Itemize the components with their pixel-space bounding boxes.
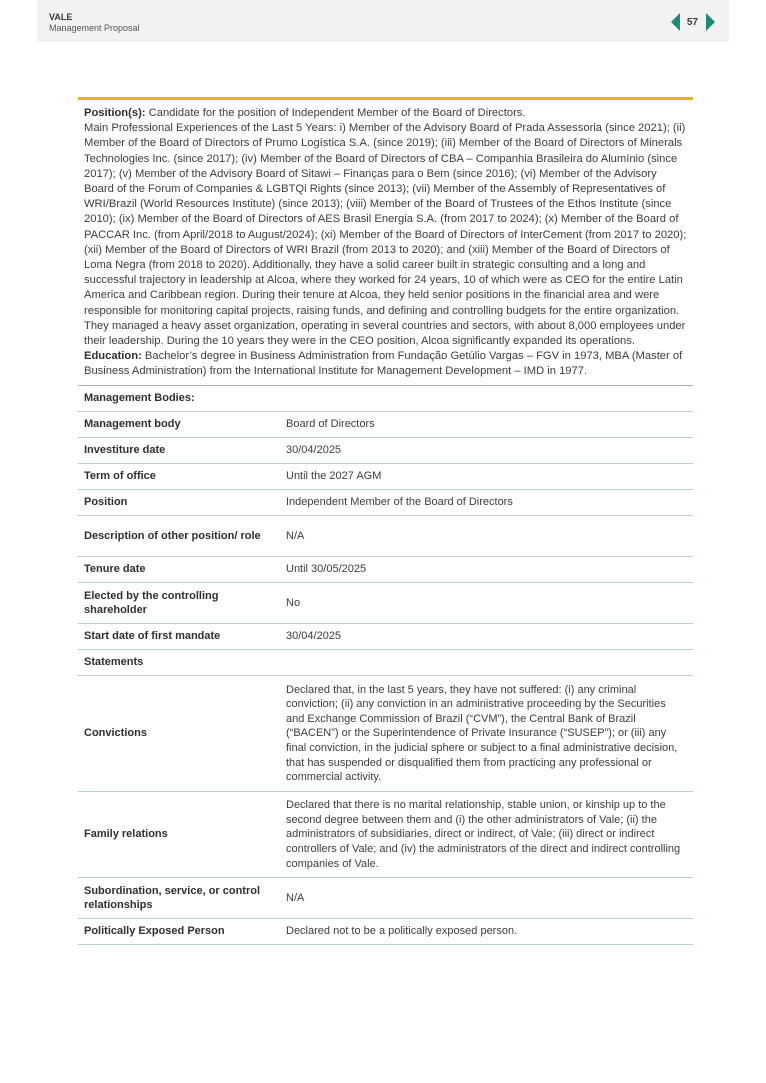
education-text: Bachelor’s degree in Business Administration from Fundação Getúlio Vargas – FGV in 1973, MBA (Master of Business Administration) from the International Institute for Management Development – IMD in 1977. <box>84 350 683 378</box>
row-label: Tenure date <box>78 557 280 583</box>
row-value: 30/04/2025 <box>280 438 693 464</box>
row-label: Convictions <box>78 676 280 792</box>
previous-page-icon[interactable] <box>671 13 680 31</box>
table-row <box>78 676 693 792</box>
education-label: Education: <box>84 350 142 363</box>
row-label: Position <box>78 490 280 516</box>
row-value: 30/04/2025 <box>280 624 693 650</box>
page-number: 57 <box>686 16 698 28</box>
row-label: Subordination, service, or control relationships <box>78 878 280 919</box>
row-label: Description of other position/ role <box>78 516 280 557</box>
candidate-profile <box>78 97 693 945</box>
table-row <box>78 516 693 557</box>
row-value: Until 30/05/2025 <box>280 557 693 583</box>
row-label: Start date of first mandate <box>78 624 280 650</box>
table-row <box>78 557 693 583</box>
row-label: Politically Exposed Person <box>78 919 280 945</box>
brand-block <box>49 12 140 34</box>
management-table <box>78 386 693 946</box>
table-row <box>78 464 693 490</box>
page-header <box>37 0 729 42</box>
row-label: Term of office <box>78 464 280 490</box>
row-value: Board of Directors <box>280 412 693 438</box>
position-label: Position(s): <box>84 107 146 119</box>
row-label: Elected by the controlling shareholder <box>78 583 280 624</box>
row-value: Until the 2027 AGM <box>280 464 693 490</box>
table-row <box>78 438 693 464</box>
row-label: Family relations <box>78 792 280 878</box>
row-label: Investiture date <box>78 438 280 464</box>
table-section-row <box>78 650 693 676</box>
experience-text: Main Professional Experiences of the Last 5 Years: i) Member of the Advisory Board of Prada Assessoria (since 2021); (ii) Member of the Board of Directors of Prumo Logística S.A. (since 2019); (iii) Member of the Board of Directors of Minerals Technologies Inc. (since 2017); (iv) Member of the Board of Directors of CBA – Companhia Brasileira do Alumínio (since 2017); (v) Member of the Advisory Board of Sitawi – Finanças para o Bem (since 2016); (vi) Member of the Advisory Board of the Forum of Companies & LGBTQi Rights (since 2013); (vii) Member of the Assembly of Representatives of WRI/Brazil (World Resources Institute) (since 2013); (viii) Member of the Board of Trustees of the Ethos Institute (since 2010); (ix) Member of the Board of Directors of AES Brasil Energia S.A. (from 2017 to 2024); (x) Member of the Board of PACCAR Inc. (from April/2018 to August/2024); (xi) Member of the Board of Directors of InterCement (from 2017 to 2020); (xii) Member of the Board of Directors of WRI Brazil (from 2013 to 2020); and (xiii) Member of the Board of Directors of Loma Negra (from 2018 to 2020). Additionally, they have a solid career built in strategic consulting and a long and successful trajectory in leadership at Alcoa, where they worked for 24 years, 10 of which were as CEO for the entire Latin America and Caribbean region. During their tenure at Alcoa, they held senior positions in the financial area and were responsible for monitoring capital projects, raising funds, and defining and controlling budgets for the entire organization. They managed a heavy asset organization, operating in several countries and sectors, with about 8,000 employees under their leadership. During the 10 years they were in the CEO position, Alcoa significantly expanded its operations. <box>84 122 687 348</box>
education-line <box>84 349 687 379</box>
row-value: Declared that there is no marital relationship, stable union, or kinship up to the second degree between them and (i) the other administrators of Vale; (ii) the administrators of subsidiaries, direct or indirect, of Vale; (iii) direct or indirect controllers of Vale; and (iv) the administrators of the direct and indirect controlling companies of Vale. <box>280 792 693 878</box>
brand-name: VALE <box>49 12 73 22</box>
table-row <box>78 919 693 945</box>
position-line <box>84 106 687 121</box>
pager <box>671 13 715 31</box>
biography-block <box>78 100 693 385</box>
row-value: Independent Member of the Board of Directors <box>280 490 693 516</box>
table-section-row <box>78 386 693 412</box>
row-value: No <box>280 583 693 624</box>
table-row <box>78 792 693 878</box>
row-value: Declared not to be a politically exposed person. <box>280 919 693 945</box>
position-text: Candidate for the position of Independent Member of the Board of Directors. <box>145 107 526 119</box>
table-row <box>78 490 693 516</box>
management-bodies-heading: Management Bodies: <box>78 386 693 412</box>
next-page-icon[interactable] <box>706 13 715 31</box>
row-value: Declared that, in the last 5 years, they have not suffered: (i) any criminal conviction; (ii) any conviction in an administrative proceeding by the Securities and Exchange Commission of Brazil (“CVM”), the Central Bank of Brazil (“BACEN”) or the Superintendence of Private Insurance (“SUSEP”); or (iii) any final conviction, in the judicial sphere or subject to a final administrative decision, that has suspended or disqualified them from practicing any professional or commercial activity. <box>280 676 693 792</box>
row-value: N/A <box>280 878 693 919</box>
table-row <box>78 624 693 650</box>
document-subtitle: Management Proposal <box>49 23 140 33</box>
row-value: N/A <box>280 516 693 557</box>
table-row <box>78 412 693 438</box>
table-row <box>78 583 693 624</box>
row-label: Management body <box>78 412 280 438</box>
table-row <box>78 878 693 919</box>
statements-heading: Statements <box>78 650 693 676</box>
